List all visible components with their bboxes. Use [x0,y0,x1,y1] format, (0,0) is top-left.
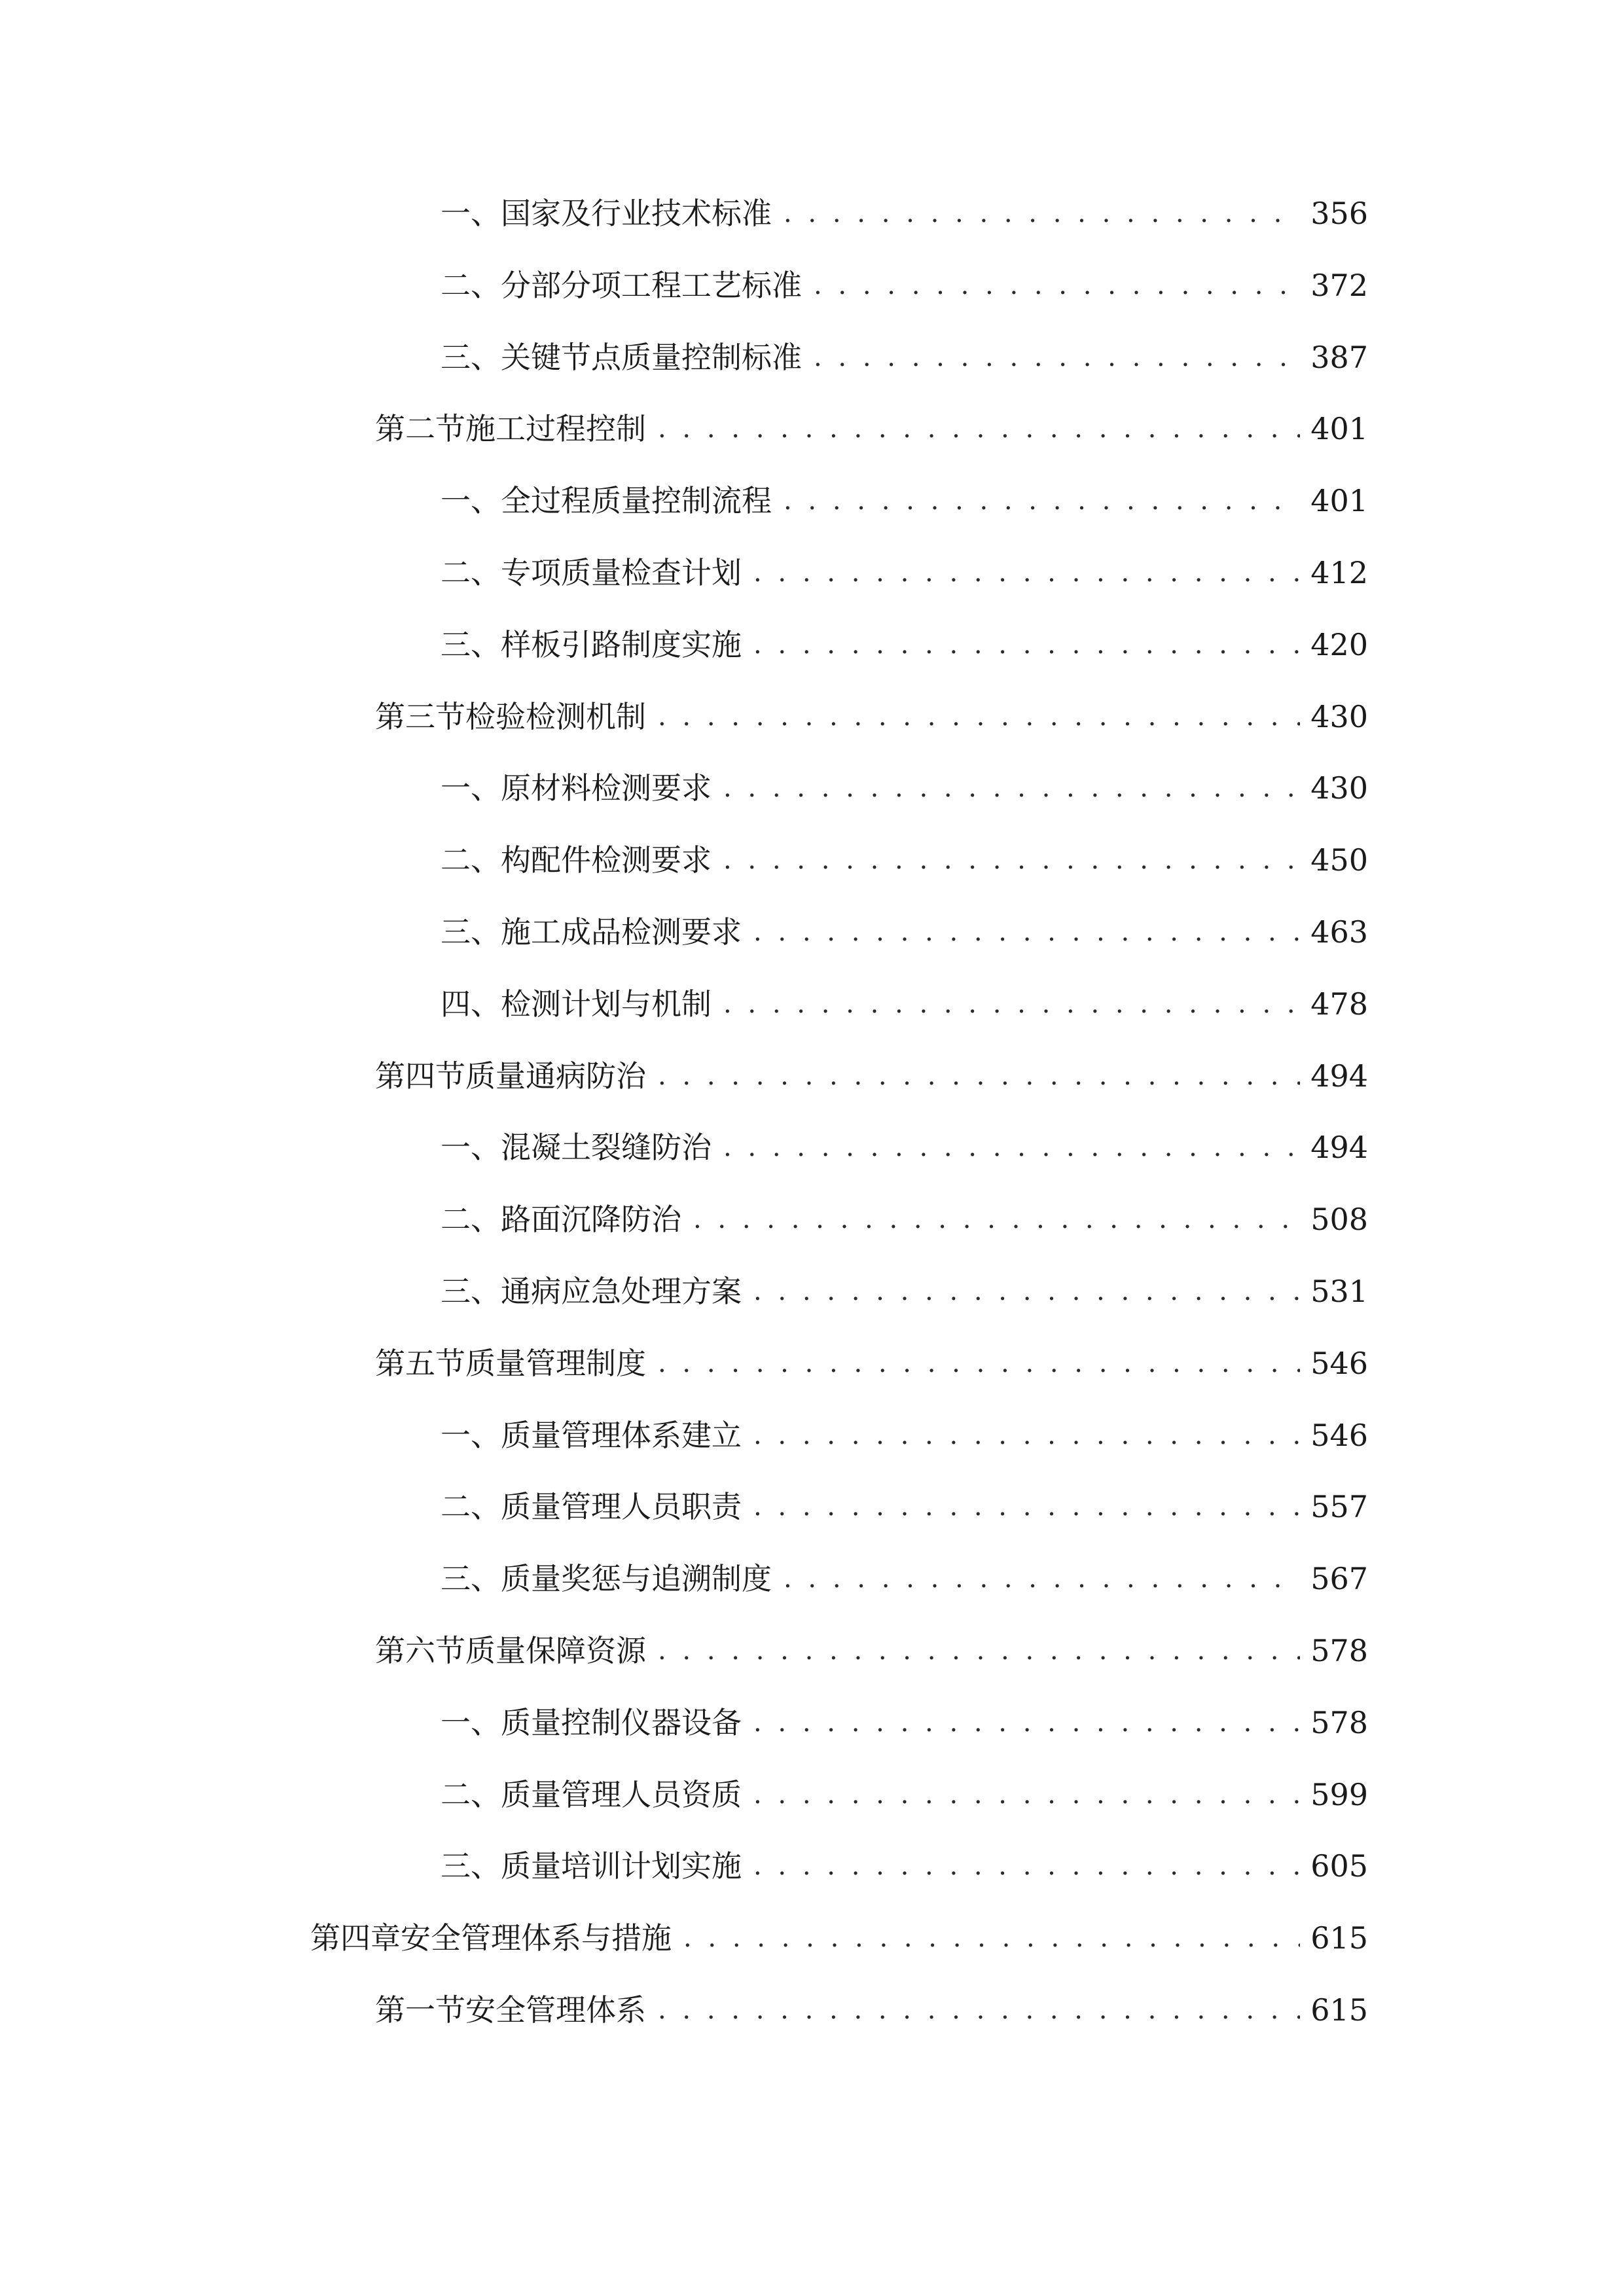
toc-entry-item[interactable] [0,459,1624,531]
toc-entry-number: 一、 [441,1704,501,1740]
toc-entry-page-number: 508 [1310,1202,1368,1238]
toc-entry-section[interactable] [0,1968,1624,2040]
toc-entry-title: 质量奖惩与追溯制度 [501,1561,772,1597]
toc-entry-section[interactable] [0,1034,1624,1106]
toc-entry-number: 三、 [441,1561,501,1597]
toc-entry-page-number: 599 [1310,1776,1368,1812]
toc-entry-row [441,911,1368,953]
toc-entry-number: 第六节 [375,1632,465,1668]
toc-entry-row [375,1630,1368,1672]
toc-entry-row [375,1342,1368,1384]
toc-entry-item[interactable] [0,746,1624,818]
toc-entry-title: 专项质量检查计划 [501,554,742,590]
toc-entry-page-number: 412 [1310,554,1368,590]
toc-entry-row [441,1486,1368,1528]
toc-entry-section[interactable] [0,675,1624,747]
toc-entry-title: 分部分项工程工艺标准 [501,267,802,303]
toc-entry-row [375,1989,1368,2031]
toc-entry-title: 质量管理制度 [465,1345,646,1381]
toc-dot-leader [814,264,1300,306]
toc-dot-leader [658,1630,1300,1672]
toc-entry-row [441,1414,1368,1456]
toc-entry-title: 安全管理体系与措施 [401,1920,672,1956]
toc-entry-page-number: 420 [1310,626,1368,662]
toc-entry-row [375,408,1368,450]
toc-dot-leader [723,983,1300,1025]
toc-entry-page-number: 615 [1310,1992,1368,2028]
toc-entry-number: 三、 [441,626,501,662]
toc-dot-leader [753,1414,1300,1456]
toc-entry-page-number: 605 [1310,1848,1368,1884]
toc-entry-item[interactable] [0,818,1624,890]
toc-entry-title: 质量保障资源 [465,1632,646,1668]
toc-entry-number: 二、 [441,1202,501,1238]
toc-dot-leader [753,1702,1300,1744]
toc-entry-item[interactable] [0,1105,1624,1177]
toc-entry-item[interactable] [0,1537,1624,1609]
toc-entry-chapter[interactable] [0,1896,1624,1968]
toc-entry-number: 一、 [441,196,501,231]
toc-entry-title: 样板引路制度实施 [501,626,742,662]
toc-entry-page-number: 356 [1310,196,1368,231]
toc-dot-leader [753,1845,1300,1887]
toc-entry-number: 三、 [441,914,501,950]
toc-entry-number: 二、 [441,842,501,878]
toc-dot-leader [723,767,1300,809]
toc-entry-title: 原材料检测要求 [501,770,712,806]
toc-entry-title: 质量管理人员资质 [501,1776,742,1812]
toc-entry-row [441,983,1368,1025]
toc-entry-row [375,1055,1368,1097]
toc-entry-page-number: 401 [1310,411,1368,447]
toc-entry-number: 一、 [441,770,501,806]
toc-entry-item[interactable] [0,1824,1624,1896]
toc-dot-leader [693,1198,1300,1240]
toc-dot-leader [658,696,1300,738]
toc-entry-number: 第二节 [375,411,465,447]
toc-dot-leader [658,408,1300,450]
toc-dot-leader [753,911,1300,953]
toc-entry-title: 质量管理体系建立 [501,1417,742,1453]
toc-entry-row [441,264,1368,306]
toc-entry-row [441,336,1368,378]
toc-dot-leader [658,1989,1300,2031]
toc-entry-number: 第五节 [375,1345,465,1381]
toc-entry-page-number: 401 [1310,483,1368,519]
toc-entry-page-number: 546 [1310,1417,1368,1453]
toc-entry-item[interactable] [0,243,1624,315]
toc-entry-page-number: 578 [1310,1704,1368,1740]
toc-entry-page-number: 463 [1310,914,1368,950]
toc-dot-leader [723,1126,1300,1168]
toc-entry-page-number: 567 [1310,1561,1368,1597]
toc-entry-title: 通病应急处理方案 [501,1273,742,1309]
toc-entry-item[interactable] [0,1177,1624,1249]
toc-entry-number: 第四节 [375,1058,465,1094]
toc-dot-leader [658,1055,1300,1097]
toc-entry-number: 二、 [441,554,501,590]
toc-entry-item[interactable] [0,962,1624,1034]
toc-dot-leader [814,336,1300,378]
toc-entry-page-number: 450 [1310,842,1368,878]
toc-entry-title: 全过程质量控制流程 [501,483,772,519]
toc-dot-leader [784,1558,1300,1600]
toc-entry-title: 构配件检测要求 [501,842,712,878]
toc-entry-page-number: 494 [1310,1130,1368,1166]
toc-entry-number: 一、 [441,1130,501,1166]
toc-entry-title: 检测计划与机制 [501,986,712,1022]
toc-entry-page-number: 531 [1310,1273,1368,1309]
toc-dot-leader [784,480,1300,522]
toc-entry-number: 三、 [441,1848,501,1884]
toc-entry-item[interactable] [0,1465,1624,1537]
toc-entry-section[interactable] [0,1609,1624,1681]
table-of-contents [0,171,1624,2040]
toc-entry-item[interactable] [0,171,1624,243]
toc-entry-row [441,1198,1368,1240]
toc-entry-row [375,696,1368,738]
toc-entry-row [441,552,1368,594]
toc-entry-title: 国家及行业技术标准 [501,196,772,231]
toc-entry-number: 二、 [441,1489,501,1525]
toc-entry-number: 第三节 [375,698,465,734]
toc-entry-title: 检验检测机制 [465,698,646,734]
toc-entry-number: 第四章 [310,1920,401,1956]
toc-entry-page-number: 430 [1310,770,1368,806]
toc-entry-number: 一、 [441,483,501,519]
toc-entry-title: 质量培训计划实施 [501,1848,742,1884]
toc-dot-leader [753,1270,1300,1312]
toc-entry-title: 关键节点质量控制标准 [501,339,802,375]
toc-entry-number: 三、 [441,339,501,375]
toc-dot-leader [784,192,1300,234]
toc-entry-row [441,1270,1368,1312]
toc-entry-page-number: 387 [1310,339,1368,375]
toc-entry-page-number: 372 [1310,267,1368,303]
toc-entry-number: 二、 [441,1776,501,1812]
toc-entry-title: 质量管理人员职责 [501,1489,742,1525]
toc-entry-row [441,767,1368,809]
toc-dot-leader [658,1342,1300,1384]
toc-entry-row [441,1845,1368,1887]
toc-entry-item[interactable] [0,531,1624,603]
toc-entry-row [441,1702,1368,1744]
toc-entry-item[interactable] [0,1681,1624,1753]
toc-entry-title: 施工成品检测要求 [501,914,742,950]
toc-entry-item[interactable] [0,603,1624,675]
toc-entry-section[interactable] [0,387,1624,459]
toc-dot-leader [753,1774,1300,1816]
toc-entry-page-number: 557 [1310,1489,1368,1525]
toc-entry-page-number: 615 [1310,1920,1368,1956]
toc-entry-number: 四、 [441,986,501,1022]
toc-entry-row [441,1558,1368,1600]
toc-entry-number: 二、 [441,267,501,303]
toc-dot-leader [683,1917,1300,1959]
toc-entry-item[interactable] [0,1393,1624,1465]
toc-entry-row [441,839,1368,881]
toc-entry-page-number: 546 [1310,1345,1368,1381]
toc-entry-row [441,1774,1368,1816]
toc-entry-section[interactable] [0,1321,1624,1393]
toc-entry-item[interactable] [0,890,1624,962]
toc-entry-title: 路面沉降防治 [501,1202,681,1238]
toc-entry-title: 质量控制仪器设备 [501,1704,742,1740]
toc-entry-page-number: 430 [1310,698,1368,734]
toc-entry-row [310,1917,1368,1959]
toc-entry-page-number: 478 [1310,986,1368,1022]
toc-dot-leader [753,1486,1300,1528]
toc-entry-row [441,624,1368,666]
toc-entry-title: 施工过程控制 [465,411,646,447]
toc-entry-row [441,1126,1368,1168]
toc-entry-row [441,192,1368,234]
toc-entry-item[interactable] [0,1753,1624,1825]
toc-entry-number: 三、 [441,1273,501,1309]
toc-entry-title: 混凝土裂缝防治 [501,1130,712,1166]
toc-entry-page-number: 494 [1310,1058,1368,1094]
toc-entry-title: 安全管理体系 [465,1992,646,2028]
toc-dot-leader [723,839,1300,881]
toc-entry-title: 质量通病防治 [465,1058,646,1094]
toc-dot-leader [753,552,1300,594]
toc-entry-number: 一、 [441,1417,501,1453]
toc-entry-item[interactable] [0,1249,1624,1321]
toc-entry-item[interactable] [0,315,1624,387]
toc-dot-leader [753,624,1300,666]
toc-entry-page-number: 578 [1310,1632,1368,1668]
toc-entry-row [441,480,1368,522]
toc-entry-number: 第一节 [375,1992,465,2028]
